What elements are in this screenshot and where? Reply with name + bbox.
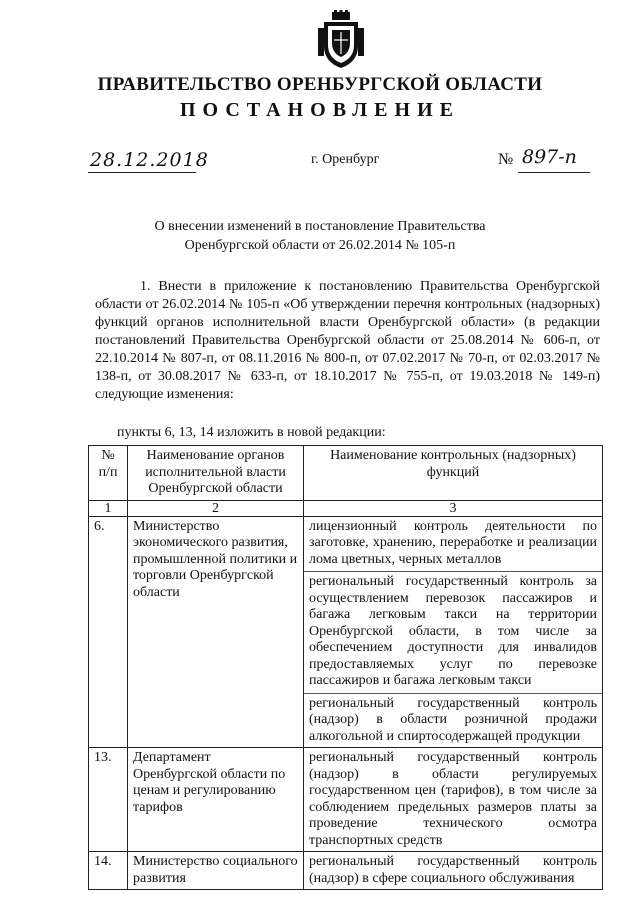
function-item: региональный государственный контроль (надзор) в области регулируемых государственном цен (тарифов), в том числе за соблюдением предельных размеров платы за проведение технического осмотра транспортных средств xyxy=(309,750,597,848)
header-cell: Наименование органов исполнительной власти Оренбургской области xyxy=(128,446,304,501)
date-underline xyxy=(88,172,196,173)
function-divider xyxy=(304,693,602,694)
function-item: региональный государственный контроль (надзор) в области розничной продажи алкогольной и спиртосодержащей продукции xyxy=(309,695,597,744)
table-row xyxy=(89,852,603,890)
oblast-coat-of-arms-icon xyxy=(318,10,364,70)
table-row xyxy=(89,516,603,748)
organization-cell: Министерство экономического развития, промышленной политики и торговли Оренбургской области xyxy=(128,516,304,748)
functions-cell xyxy=(304,516,603,748)
column-number: 1 xyxy=(89,500,128,516)
number-label: № xyxy=(498,151,514,168)
city-label: г. Оренбург xyxy=(311,152,380,167)
number-underline xyxy=(518,172,590,173)
functions-table xyxy=(88,445,603,890)
items-line: пункты 6, 13, 14 изложить в новой редакции: xyxy=(117,425,386,440)
functions-cell xyxy=(304,852,603,890)
decree-date: 28.12.2018 xyxy=(90,149,209,171)
body-text xyxy=(95,278,600,404)
subject-line: О внесении изменений в постановление Правительства xyxy=(154,219,486,234)
function-divider xyxy=(304,571,602,572)
row-number: 13. xyxy=(89,748,128,852)
function-item: региональный государственный контроль (надзор) в сфере социального обслуживания xyxy=(309,854,597,886)
organization-cell: Министерство социального развития xyxy=(128,852,304,890)
function-item: региональный государственный контроль за осуществлением перевозок пассажиров и багажа легковым такси на территории Оренбургской области, в том числе за обеспечением доступности для инвалидов предоставляемых услуг по перевозке пассажиров и багажа легковым такси xyxy=(309,574,597,688)
row-number: 6. xyxy=(89,516,128,748)
decree-subject xyxy=(100,217,540,255)
header-cell: № п/п xyxy=(89,446,128,501)
table-row xyxy=(89,748,603,852)
functions-cell xyxy=(304,748,603,852)
function-item: лицензионный контроль деятельности по заготовке, хранению, переработке и реализации лома цветных, черных металлов xyxy=(309,518,597,567)
decree-number: 897-п xyxy=(522,146,577,168)
column-number: 3 xyxy=(304,500,603,516)
column-number-row xyxy=(89,500,603,516)
row-number: 14. xyxy=(89,852,128,890)
header-cell: Наименование контрольных (надзорных) функций xyxy=(304,446,603,501)
column-number: 2 xyxy=(128,500,304,516)
organization-cell: Департамент Оренбургской области по ценам и регулированию тарифов xyxy=(128,748,304,852)
document-type-title: ПОСТАНОВЛЕНИЕ xyxy=(180,99,460,121)
government-title: ПРАВИТЕЛЬСТВО ОРЕНБУРГСКОЙ ОБЛАСТИ xyxy=(97,74,543,95)
table-header-row xyxy=(89,446,603,501)
subject-line: Оренбургской области от 26.02.2014 № 105-п xyxy=(184,238,456,253)
paragraph: 1. Внести в приложение к постановлению Правительства Оренбургской области от 26.02.2014 № 105-п «Об утверждении перечня контрольных (надзорных) функций органов исполнительной власти Оренбургской области» (в редакции постановлений Правительства Оренбургской области от 25.08.2014 № 606-п, от 22.10.2014 № 807-п, от 08.11.2016 № 800-п, от 07.02.2017 № 70-п, от 02.03.2017 № 138-п, от 30.08.2017 № 633-п, от 18.10.2017 № 755-п, от 19.03.2018 № 149-п) следующие изменения: xyxy=(95,279,600,402)
